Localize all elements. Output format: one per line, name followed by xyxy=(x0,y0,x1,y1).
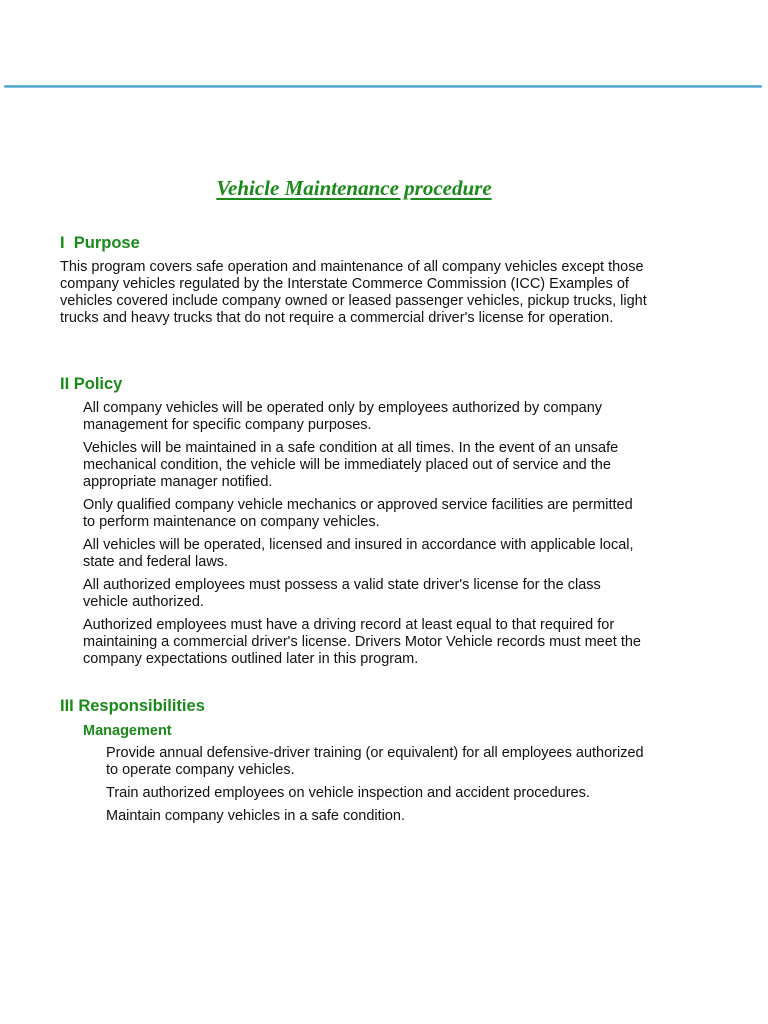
policy-list xyxy=(83,400,643,674)
management-list xyxy=(106,745,646,831)
policy-item: All company vehicles will be operated only by employees authorized by company management for specific company purposes. xyxy=(83,400,603,433)
management-item: Maintain company vehicles in a safe condition. xyxy=(106,808,406,824)
management-heading: Management xyxy=(83,723,172,739)
policy-item: All vehicles will be operated, licensed and insured in accordance with applicable local, state and federal laws. xyxy=(83,537,634,570)
management-item: Train authorized employees on vehicle inspection and accident procedures. xyxy=(106,785,590,801)
policy-item: Only qualified company vehicle mechanics or approved service facilities are permitted to perform maintenance on company vehicles. xyxy=(83,497,633,530)
document-title: Vehicle Maintenance procedure xyxy=(216,176,492,200)
management-item: Provide annual defensive-driver training (or equivalent) for all employees authorized to operate company vehicles. xyxy=(106,745,644,778)
policy-item: Authorized employees must have a driving record at least equal to that required for maintaining a commercial driver's license. Drivers Motor Vehicle records must meet the company expectations outlined later in this program. xyxy=(83,617,641,667)
purpose-heading: I Purpose xyxy=(60,234,140,252)
header-rule xyxy=(4,85,762,88)
purpose-text: This program covers safe operation and maintenance of all company vehicles except those company vehicles regulated by the Interstate Commerce Commission (ICC) Examples of vehicles covered include company owned or leased passenger vehicles, pickup trucks, light trucks and heavy trucks that do not require a commercial driver's license for operation. xyxy=(60,259,647,326)
responsibilities-heading: III Responsibilities xyxy=(60,697,205,715)
policy-heading: II Policy xyxy=(60,375,123,393)
policy-item: Vehicles will be maintained in a safe condition at all times. In the event of an unsafe mechanical condition, the vehicle will be immediately placed out of service and the appropriate manager notified. xyxy=(83,440,619,490)
policy-item: All authorized employees must possess a valid state driver's license for the class vehicle authorized. xyxy=(83,577,601,610)
